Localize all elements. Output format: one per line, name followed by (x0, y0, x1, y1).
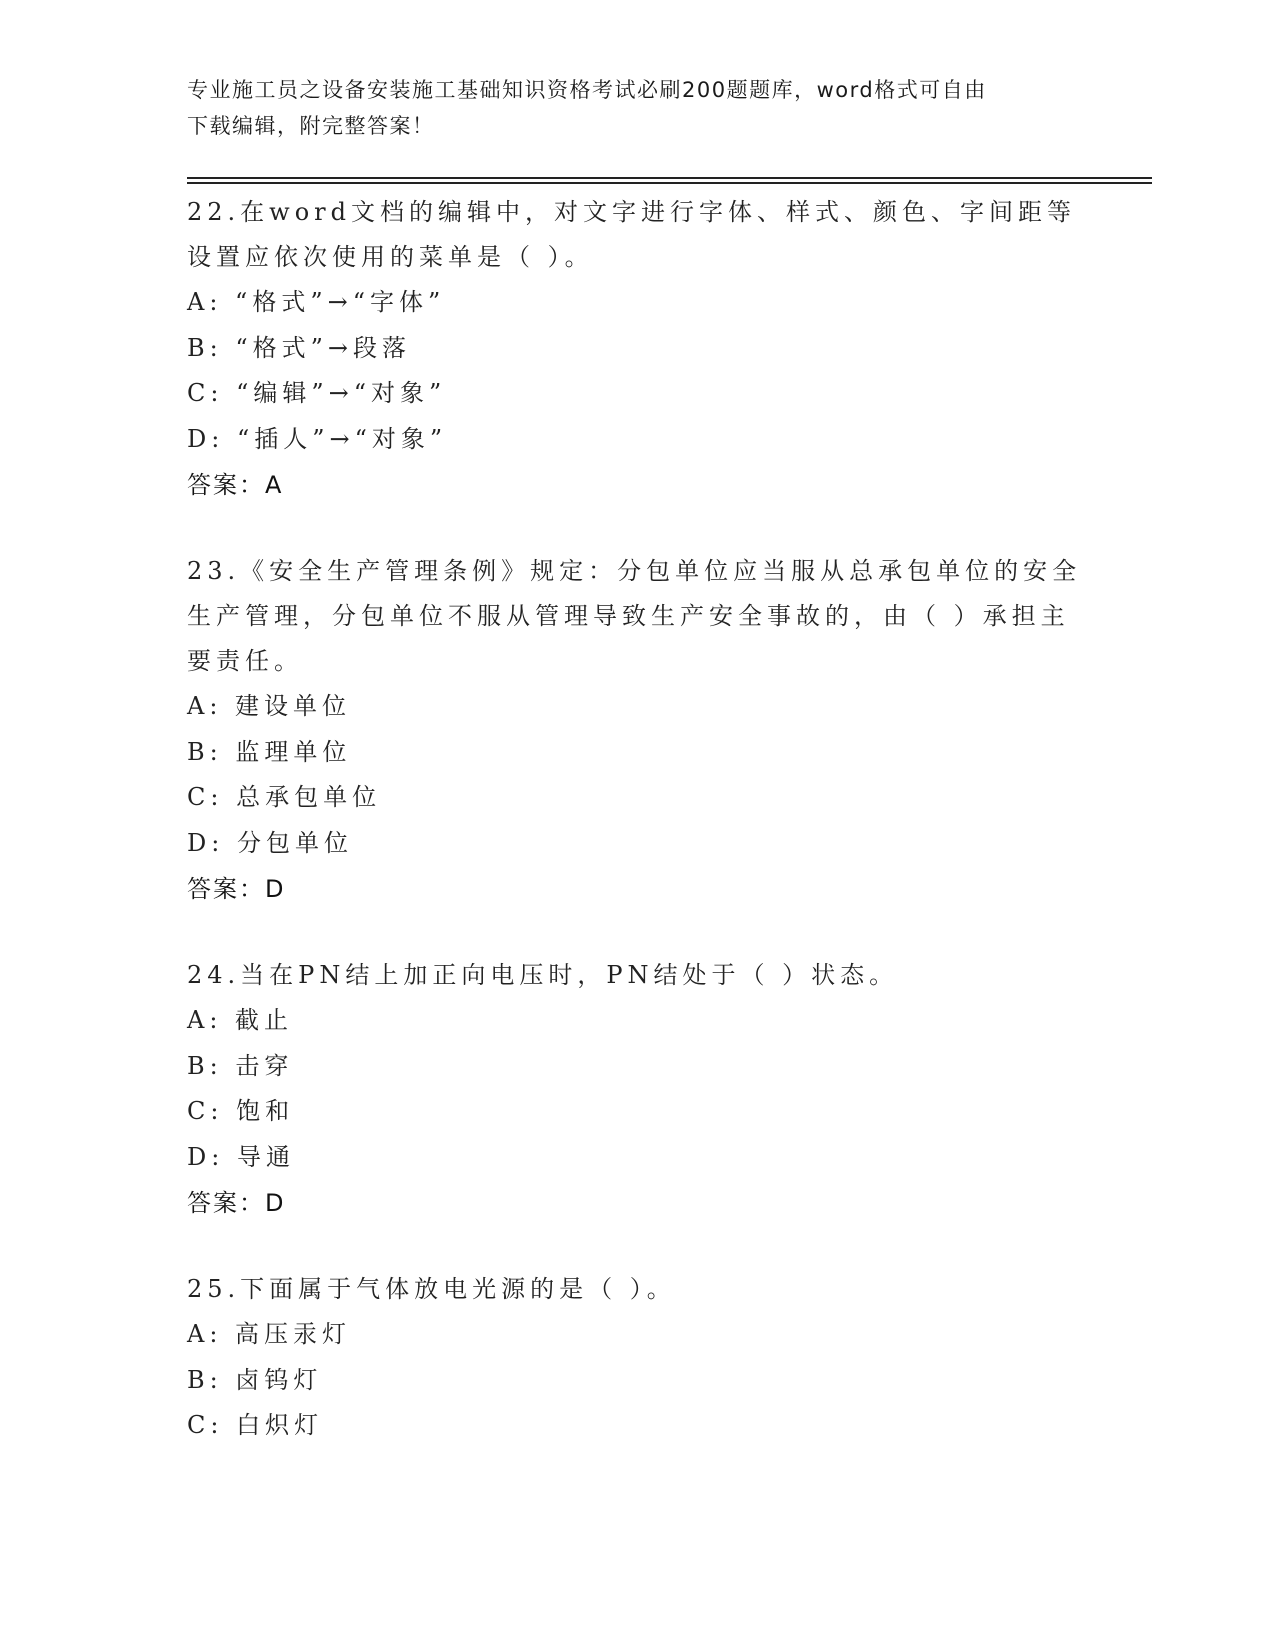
option-c: C: “编辑”→“对象” (187, 379, 447, 407)
option-b: B: 监理单位 (187, 737, 352, 766)
option-d: D: “插人”→“对象” (187, 424, 448, 453)
header-line-1: 专业施工员之设备安装施工基础知识资格考试必刷200题题库，word格式可自由 (187, 78, 987, 102)
answer-text: 答案：D (187, 875, 286, 903)
question-text: 生产管理，分包单位不服从管理导致生产安全事故的，由（ ）承担主 (187, 602, 1070, 630)
answer-text: 答案：D (187, 1189, 286, 1217)
question-text: 24.当在PN结上加正向电压时，PN结处于（ ）状态。 (187, 961, 899, 989)
header-divider-top (187, 177, 1152, 179)
question-24 (187, 953, 1087, 1226)
document-header (187, 72, 1087, 144)
option-c: C: 总承包单位 (187, 783, 382, 811)
option-b: B: 卤钨灯 (187, 1365, 323, 1394)
header-line-2: 下载编辑，附完整答案！ (187, 114, 435, 138)
option-a: A: “格式”→“字体” (187, 288, 446, 316)
option-d: D: 分包单位 (187, 828, 353, 857)
question-22 (187, 190, 1087, 508)
question-list (187, 190, 1087, 1490)
header-divider-bottom (187, 182, 1152, 184)
option-b: B: “格式”→段落 (187, 333, 411, 362)
question-text: 23.《安全生产管理条例》规定：分包单位应当服从总承包单位的安全 (187, 557, 1082, 585)
question-text: 22.在word文档的编辑中，对文字进行字体、样式、颜色、字间距等 (187, 198, 1076, 226)
option-a: A: 建设单位 (187, 692, 352, 720)
option-a: A: 截止 (187, 1006, 294, 1034)
option-c: C: 白炽灯 (187, 1411, 324, 1439)
option-a: A: 高压汞灯 (187, 1320, 352, 1348)
question-23 (187, 549, 1087, 912)
answer-text: 答案：A (187, 471, 284, 499)
option-c: C: 饱和 (187, 1097, 295, 1125)
option-b: B: 击穿 (187, 1051, 294, 1080)
question-text: 25.下面属于气体放电光源的是（ ）。 (187, 1275, 676, 1303)
option-d: D: 导通 (187, 1142, 295, 1171)
question-25 (187, 1267, 1087, 1449)
question-text: 要责任。 (187, 647, 303, 675)
question-text: 设置应依次使用的菜单是（ ）。 (187, 243, 594, 271)
